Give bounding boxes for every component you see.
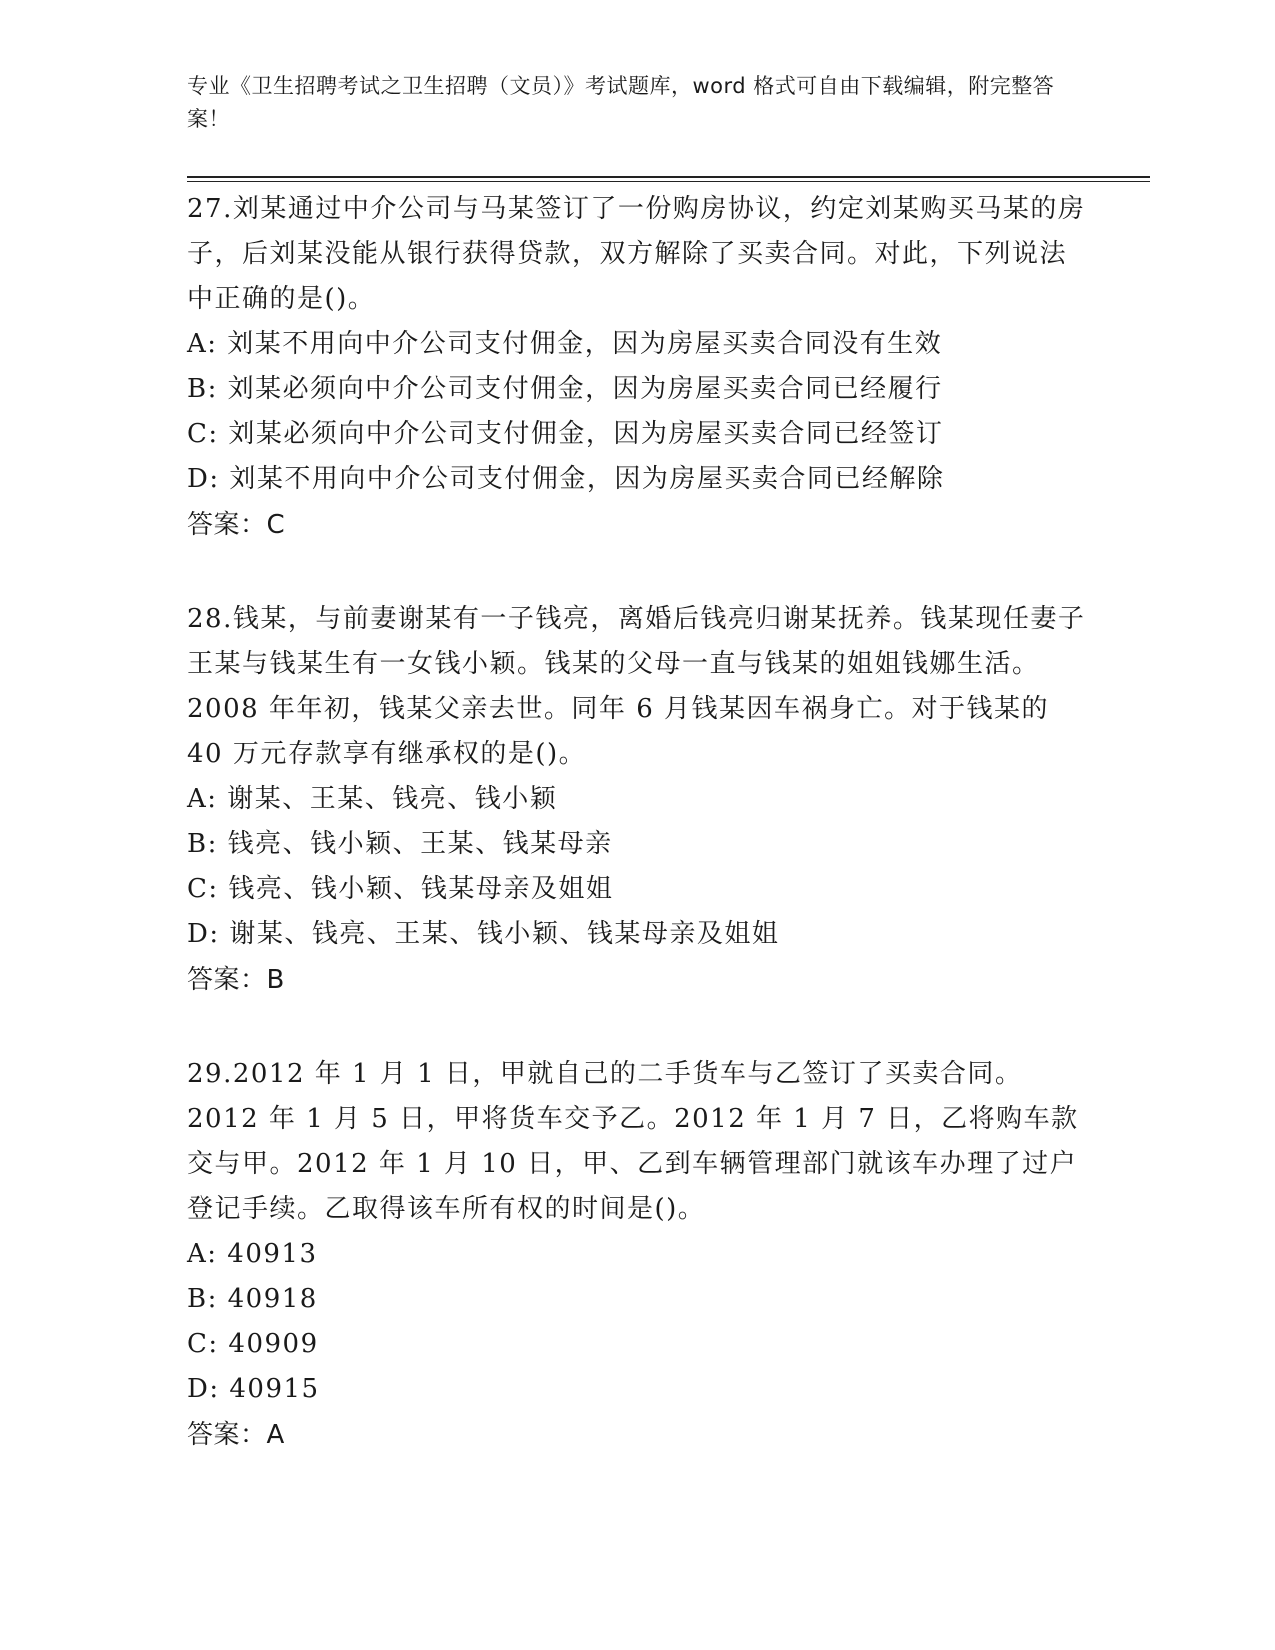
option-a: A: 刘某不用向中介公司支付佣金，因为房屋买卖合同没有生效 xyxy=(187,329,943,359)
answer: 答案：B xyxy=(187,965,285,995)
option-a: A: 40913 xyxy=(187,1239,318,1269)
option-c: C: 40909 xyxy=(187,1329,319,1359)
question-29 xyxy=(187,1052,1087,1458)
answer: 答案：C xyxy=(187,510,286,540)
option-c: C: 刘某必须向中介公司支付佣金，因为房屋买卖合同已经签订 xyxy=(187,419,944,449)
document-header xyxy=(187,70,1087,136)
option-b: B: 刘某必须向中介公司支付佣金，因为房屋买卖合同已经履行 xyxy=(187,374,943,404)
answer: 答案：A xyxy=(187,1420,285,1450)
question-27 xyxy=(187,187,1087,548)
option-d: D: 谢某、钱亮、王某、钱小颖、钱某母亲及姐姐 xyxy=(187,919,780,949)
option-d: D: 40915 xyxy=(187,1374,320,1404)
question-stem: 27.刘某通过中介公司与马某签订了一份购房协议，约定刘某购买马某的房子，后刘某没能从银行获得贷款，双方解除了买卖合同。对此，下列说法中正确的是()。 xyxy=(187,194,1086,314)
question-stem: 29.2012 年 1 月 1 日，甲就自己的二手货车与乙签订了买卖合同。2012 年 1 月 5 日，甲将货车交予乙。2012 年 1 月 7 日，乙将购车款交与甲。2012 年 1 月 10 日，甲、乙到车辆管理部门就该车办理了过户登记手续。乙取得该车所有权的时间是()。 xyxy=(187,1059,1079,1224)
option-b: B: 钱亮、钱小颖、王某、钱某母亲 xyxy=(187,829,613,859)
header-divider-thin xyxy=(187,181,1150,182)
option-d: D: 刘某不用向中介公司支付佣金，因为房屋买卖合同已经解除 xyxy=(187,464,945,494)
header-divider-thick xyxy=(187,176,1150,178)
option-a: A: 谢某、王某、钱亮、钱小颖 xyxy=(187,784,558,814)
option-b: B: 40918 xyxy=(187,1284,318,1314)
question-28 xyxy=(187,597,1087,1003)
header-text: 专业《卫生招聘考试之卫生招聘（文员）》考试题库，word 格式可自由下载编辑，附完整答案！ xyxy=(187,74,1055,131)
option-c: C: 钱亮、钱小颖、钱某母亲及姐姐 xyxy=(187,874,614,904)
question-stem: 28.钱某，与前妻谢某有一子钱亮，离婚后钱亮归谢某抚养。钱某现任妻子王某与钱某生有一女钱小颖。钱某的父母一直与钱某的姐姐钱娜生活。2008 年年初，钱某父亲去世。同年 6 月钱某因车祸身亡。对于钱某的 40 万元存款享有继承权的是()。 xyxy=(187,604,1086,769)
